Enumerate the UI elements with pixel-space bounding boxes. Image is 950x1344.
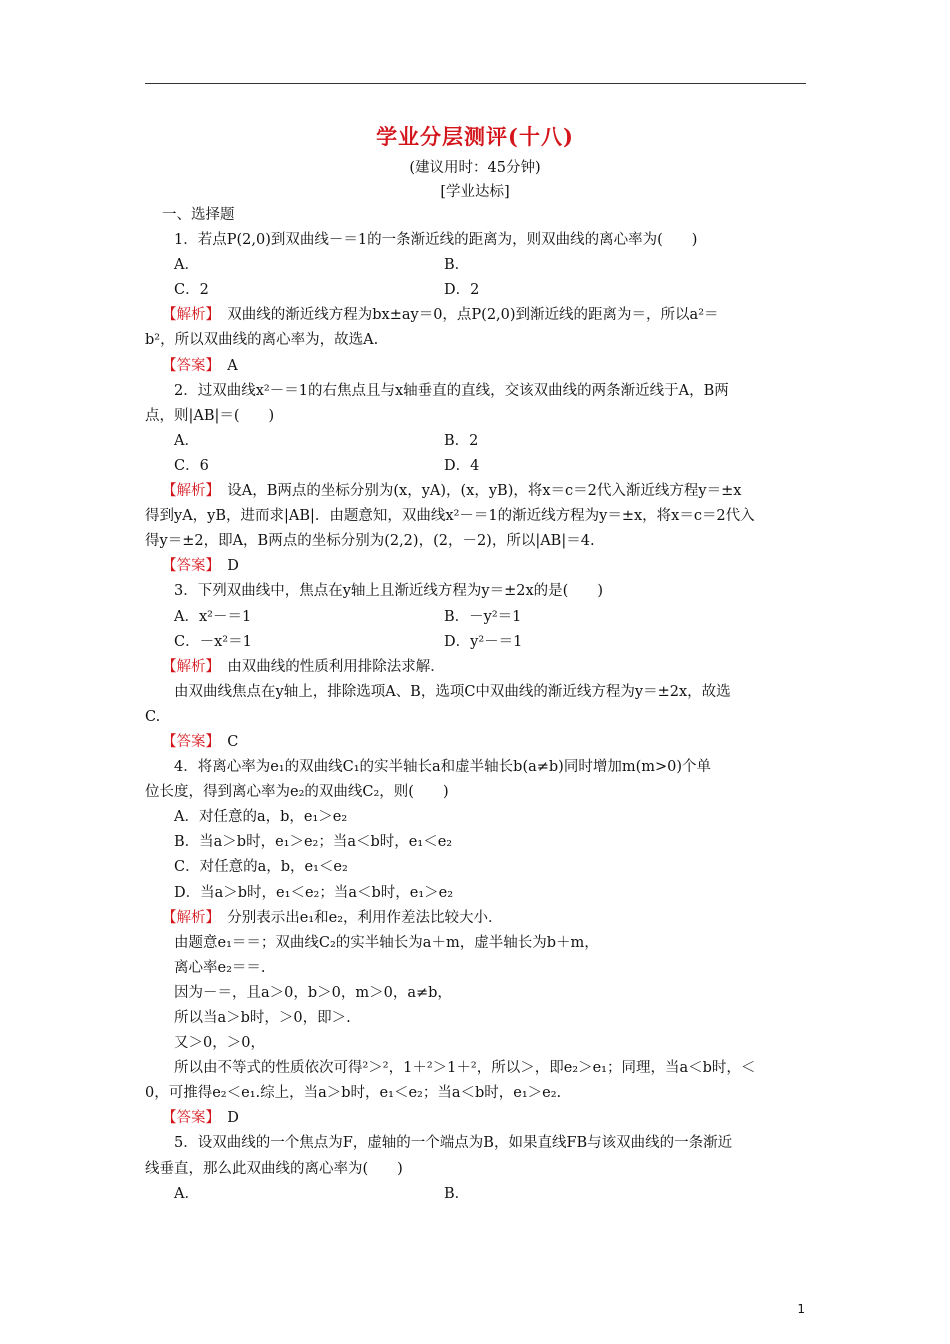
q3-option-b: B．－y²＝1: [444, 608, 522, 625]
q2-option-a: A．: [174, 432, 199, 449]
q1-analysis-cont: b²，所以双曲线的离心率为，故选A.: [145, 332, 379, 349]
q2-stem: 2．过双曲线x²－＝1的右焦点且与x轴垂直的直线，交该双曲线的两条渐近线于A，B两: [174, 382, 729, 399]
q4-body: 所以由不等式的性质依次可得²＞²，1＋²＞1＋²，所以＞，即e₂＞e₁；同理，当a＜b时，＜: [174, 1060, 756, 1077]
analysis-tag: 【解析】: [162, 307, 213, 324]
q4-option-d: D．当a＞b时，e₁＜e₂；当a＜b时，e₁＞e₂: [174, 884, 454, 901]
q1-option-a: A．: [174, 257, 199, 274]
analysis-tag: 【解析】: [162, 909, 213, 926]
q4-body: 因为－＝，且a＞0，b＞0，m＞0，a≠b，: [174, 984, 452, 1001]
q4-body: 由题意e₁＝＝；双曲线C₂的实半轴长为a＋m，虚半轴长为b＋m，: [174, 934, 599, 951]
q4-body-cont: 0，可推得e₂＜e₁.综上，当a＞b时，e₁＜e₂；当a＜b时，e₁＞e₂.: [145, 1085, 562, 1102]
header-rule: [145, 83, 806, 84]
q1-answer: 【答案】 A: [162, 357, 238, 374]
q3-stem: 3．下列双曲线中，焦点在y轴上且渐近线方程为y＝±2x的是( ): [174, 583, 603, 600]
q1-option-b: B．: [444, 257, 470, 274]
q4-body: 又＞0，＞0，: [174, 1035, 265, 1052]
q1-analysis: 【解析】 双曲线的渐近线方程为bx±ay＝0，点P(2,0)到渐近线的距离为＝，所以a²＝: [162, 307, 719, 324]
q1-option-c: C．2: [174, 282, 209, 299]
answer-tag: 【答案】: [162, 357, 213, 374]
analysis-tag: 【解析】: [162, 483, 213, 500]
section-label: [学业达标]: [440, 184, 510, 200]
q2-option-b: B．2: [444, 432, 479, 449]
q4-option-a: A．对任意的a，b，e₁＞e₂: [174, 809, 348, 826]
q3-option-c: C．－x²＝1: [174, 633, 252, 650]
section-heading: 一、选择题: [162, 207, 235, 223]
q2-answer: 【答案】 D: [162, 558, 239, 575]
q3-option-a: A．x²－＝1: [174, 608, 252, 625]
q5-option-a: A．: [174, 1185, 199, 1202]
answer-tag: 【答案】: [162, 1110, 213, 1127]
q5-option-b: B．: [444, 1185, 470, 1202]
q2-stem-cont: 点，则|AB|＝( ): [145, 407, 275, 424]
q4-body: 所以当a＞b时，＞0，即＞.: [174, 1010, 351, 1026]
q3-analysis: 【解析】 由双曲线的性质利用排除法求解．: [162, 658, 445, 675]
q1-options-row: [145, 278, 806, 303]
q1-option-d: D．2: [444, 282, 480, 299]
q1-options-row: [145, 253, 806, 278]
q3-options-row: [145, 605, 806, 630]
q4-answer: 【答案】 D: [162, 1110, 239, 1127]
q2-analysis-cont: 得y＝±2，即A，B两点的坐标分别为(2,2)，(2，－2)，所以|AB|＝4.: [145, 533, 595, 550]
q5-stem-cont: 线垂直，那么此双曲线的离心率为( ): [145, 1160, 403, 1177]
q3-answer: 【答案】 C: [162, 733, 239, 750]
q4-stem: 4．将离心率为e₁的双曲线C₁的实半轴长a和虚半轴长b(a≠b)同时增加m(m>0)个单: [174, 759, 712, 776]
answer-tag: 【答案】: [162, 558, 213, 575]
page-title: 学业分层测评(十八): [376, 124, 574, 149]
q3-body-cont: C.: [145, 708, 161, 725]
q3-option-d: D．y²－＝1: [444, 633, 523, 650]
q4-analysis: 【解析】 分别表示出e₁和e₂，利用作差法比较大小．: [162, 909, 503, 926]
q2-analysis: 【解析】 设A，B两点的坐标分别为(x，yA)，(x，yB)，将x＝c＝2代入渐近线方程y＝±x: [162, 483, 742, 500]
q3-body: 由双曲线焦点在y轴上，排除选项A、B，选项C中双曲线的渐近线方程为y＝±2x，故选: [174, 683, 731, 700]
q5-options-row: [145, 1182, 806, 1207]
q4-option-b: B．当a＞b时，e₁＞e₂；当a＜b时，e₁＜e₂: [174, 834, 453, 851]
q5-stem: 5．设双曲线的一个焦点为F，虚轴的一个端点为B，如果直线FB与该双曲线的一条渐近: [174, 1135, 733, 1152]
time-note: (建议用时：45分钟): [409, 160, 541, 176]
answer-tag: 【答案】: [162, 733, 213, 750]
q2-options-row: [145, 454, 806, 479]
q4-option-c: C．对任意的a，b，e₁＜e₂: [174, 859, 348, 876]
q2-analysis-cont: 得到yA，yB，进而求|AB|．由题意知，双曲线x²－＝1的渐近线方程为y＝±x，将x＝c＝2代入: [145, 508, 755, 525]
q3-options-row: [145, 630, 806, 655]
document-body: [145, 203, 806, 1207]
q4-body: 离心率e₂＝＝.: [174, 959, 266, 976]
q2-option-c: C．6: [174, 457, 209, 474]
q2-option-d: D．4: [444, 457, 480, 474]
q1-stem: 1．若点P(2,0)到双曲线－＝1的一条渐近线的距离为，则双曲线的离心率为( ): [174, 232, 698, 249]
analysis-tag: 【解析】: [162, 658, 213, 675]
page-number: 1: [797, 1302, 805, 1316]
q2-options-row: [145, 429, 806, 454]
q4-stem-cont: 位长度，得到离心率为e₂的双曲线C₂，则( ): [145, 784, 449, 801]
